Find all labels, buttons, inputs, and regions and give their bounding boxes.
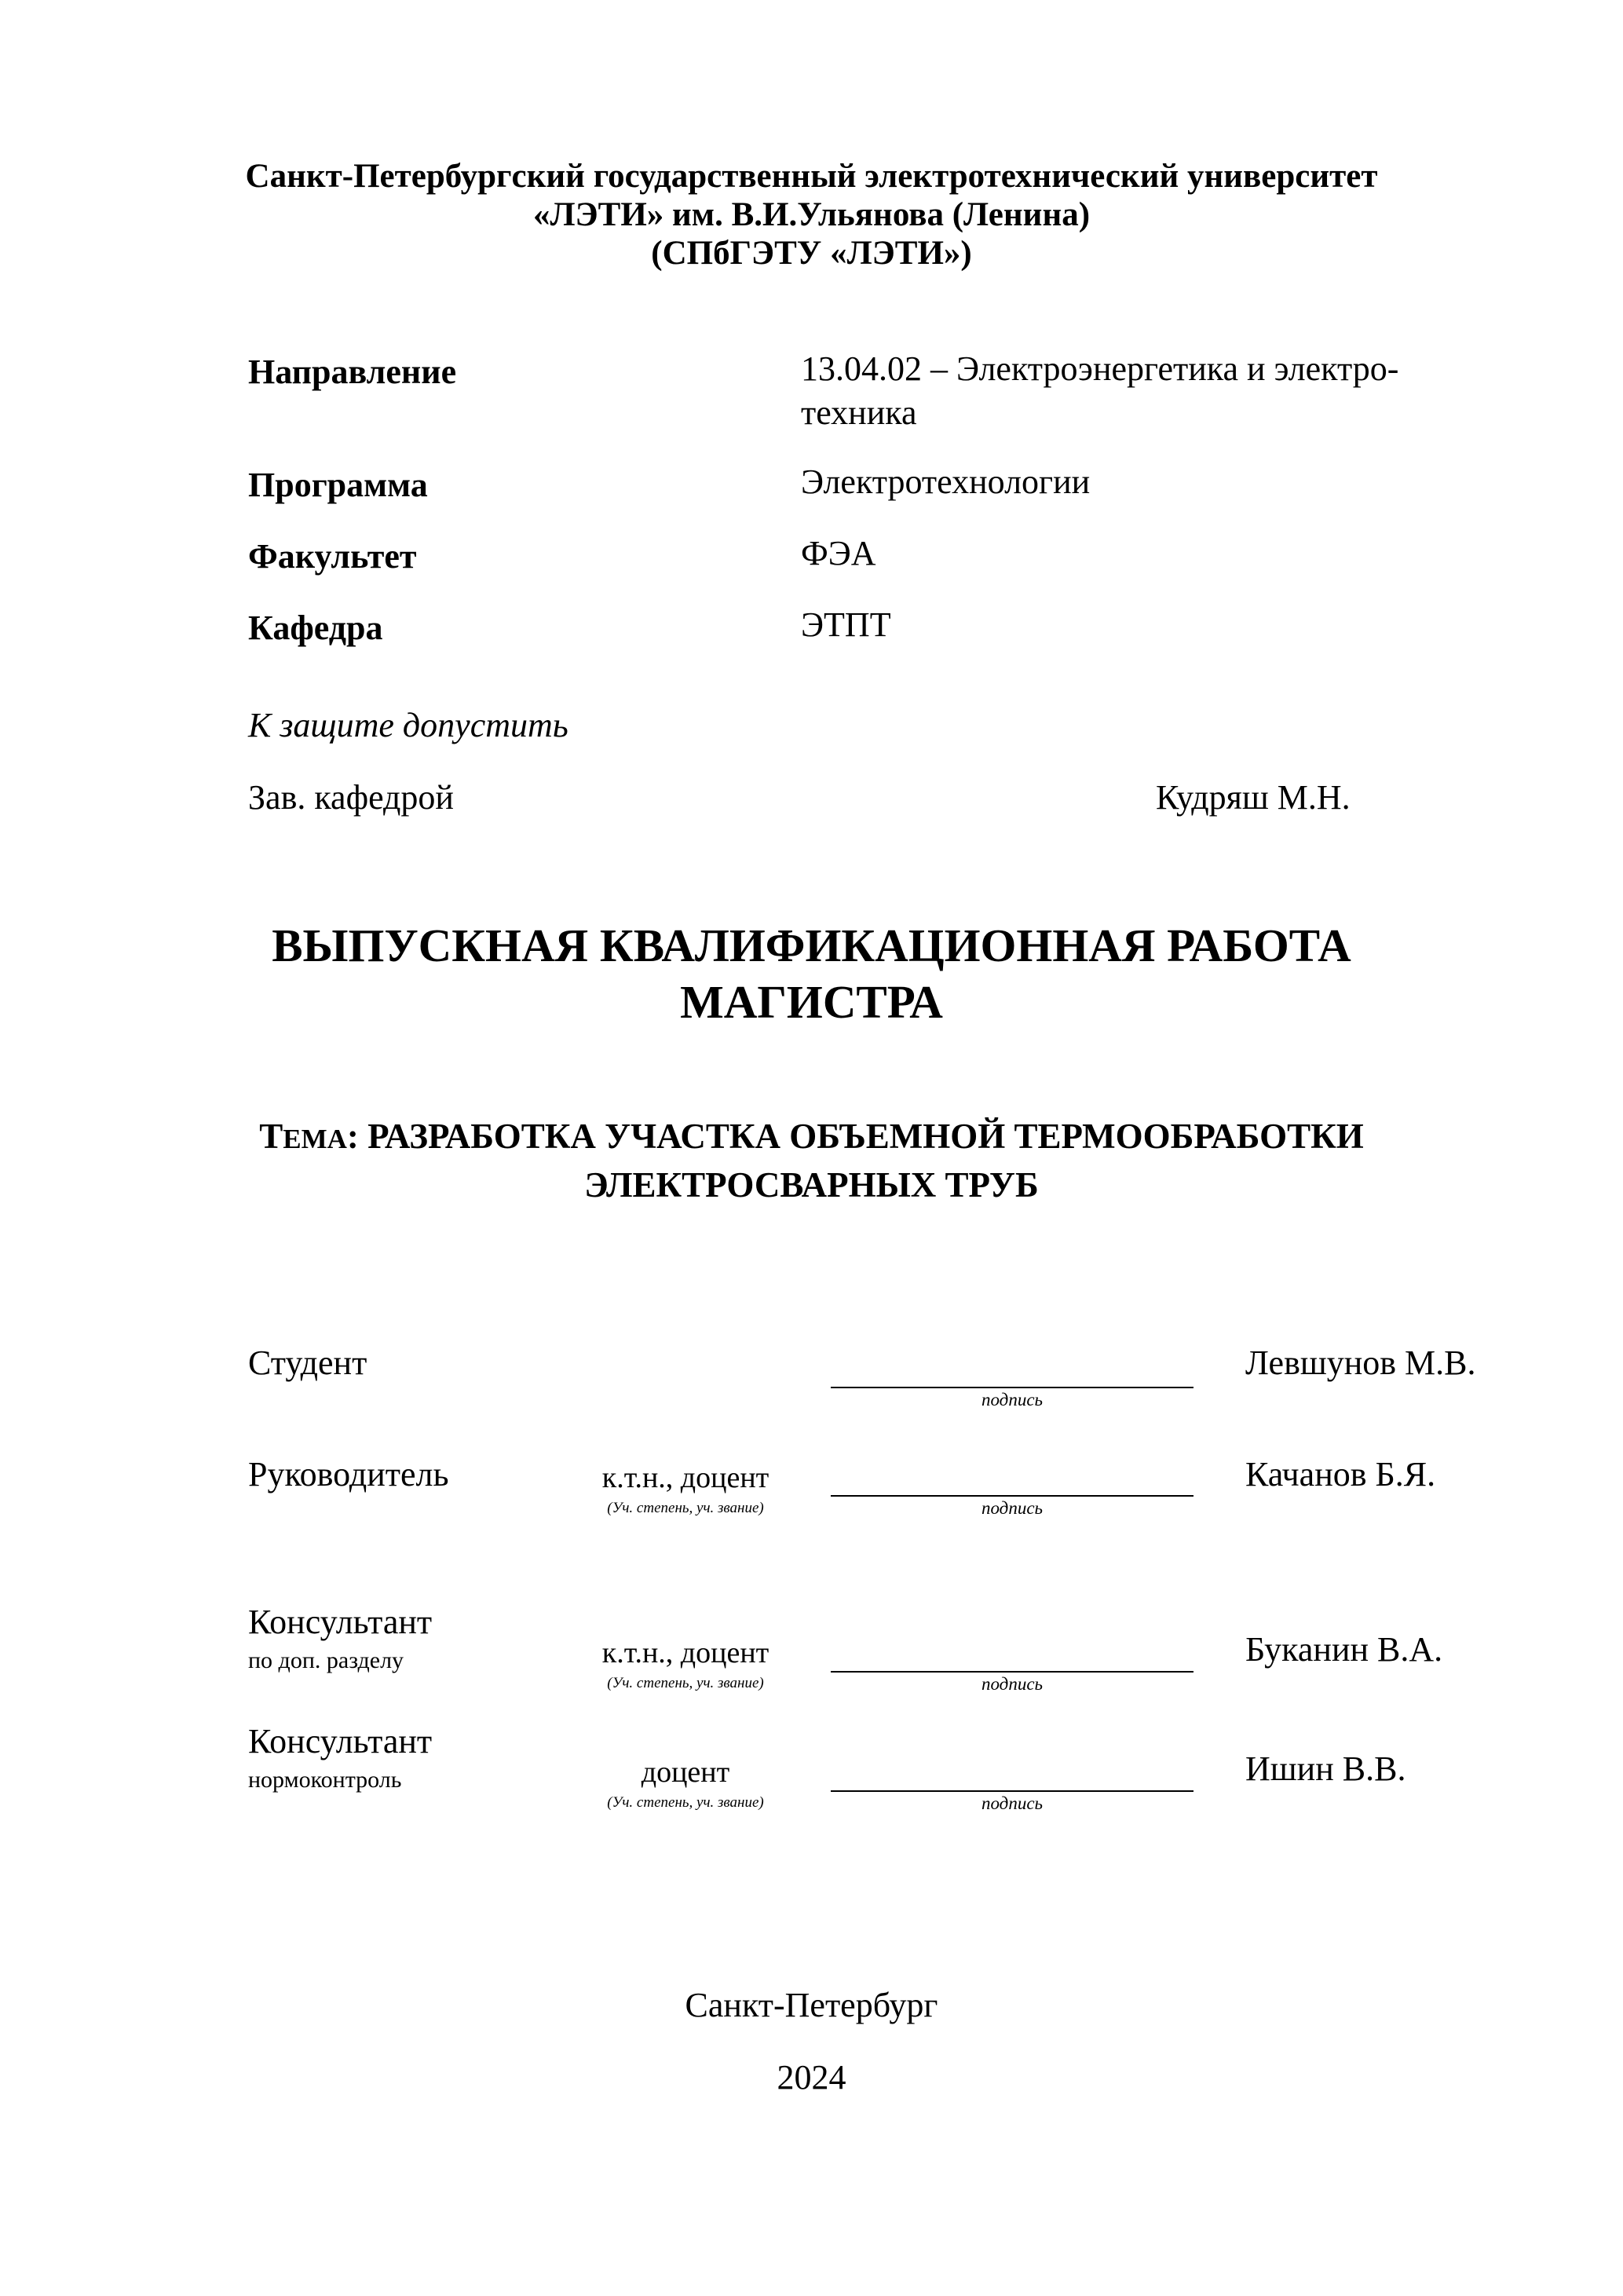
signature-line (831, 1495, 1193, 1497)
academic-degree-caption: (Уч. степень, уч. звание) (607, 1794, 764, 1811)
role-sublabel: по доп. разделу (248, 1647, 404, 1673)
academic-degree: к.т.н., доцент (601, 1461, 769, 1494)
topic-text-line1: РАЗРАБОТКА УЧАСТКА ОБЪЕМНОЙ ТЕРМООБРАБОТКИ (367, 1117, 1364, 1156)
department-label: Кафедра (248, 609, 383, 647)
direction-label: Направление (248, 353, 457, 391)
work-title (0, 917, 1623, 1030)
faculty-value: ФЭА (801, 534, 876, 572)
head-of-department-label: Зав. кафедрой (248, 778, 454, 817)
signature-line (831, 1790, 1193, 1792)
university-named-after: «ЛЭТИ» им. В.И.Ульянова (Ленина) (532, 196, 1091, 233)
university-abbreviation: (СПбГЭТУ «ЛЭТИ») (651, 235, 972, 272)
direction-value-line2: техника (801, 393, 917, 432)
signature-caption: подпись (981, 1390, 1043, 1409)
signature-line (831, 1387, 1193, 1388)
person-name: Левшунов М.В. (1245, 1344, 1476, 1382)
role-label: Консультант (248, 1603, 433, 1641)
academic-degree: доцент (641, 1756, 730, 1789)
head-of-department-name: Кудряш М.Н. (1156, 778, 1351, 817)
signature-caption: подпись (981, 1498, 1043, 1518)
footer-year: 2024 (777, 2058, 846, 2097)
footer-city: Санкт-Петербург (685, 1986, 938, 2024)
work-title-line1: ВЫПУСКНАЯ КВАЛИФИКАЦИОННАЯ РАБОТА (272, 919, 1351, 971)
signature-line (831, 1671, 1193, 1673)
role-sublabel: нормоконтроль (248, 1767, 402, 1793)
person-name: Ишин В.В. (1245, 1749, 1406, 1788)
person-name: Буканин В.А. (1245, 1630, 1443, 1669)
topic-label: ТЕМА: (259, 1117, 359, 1156)
admission-note: К защите допустить (248, 706, 568, 744)
academic-degree: к.т.н., доцент (601, 1636, 769, 1669)
role-label: Студент (248, 1344, 367, 1382)
role-label: Консультант (248, 1722, 433, 1760)
faculty-label: Факультет (248, 537, 417, 576)
program-value: Электротехнологии (801, 462, 1091, 501)
role-label: Руководитель (248, 1455, 449, 1493)
university-header (0, 157, 1623, 272)
topic-text-line2: ЭЛЕКТРОСВАРНЫХ ТРУБ (584, 1165, 1039, 1205)
person-name: Качанов Б.Я. (1245, 1455, 1436, 1493)
work-title-line2: МАГИСТРА (680, 976, 943, 1028)
program-label: Программа (248, 466, 428, 504)
academic-degree-caption: (Уч. степень, уч. звание) (607, 1500, 764, 1516)
academic-degree-caption: (Уч. степень, уч. звание) (607, 1675, 764, 1691)
direction-value (801, 347, 1398, 435)
department-value: ЭТПТ (801, 605, 891, 644)
university-name: Санкт-Петербургский государственный электротехнический университет (245, 158, 1378, 195)
work-topic (0, 1113, 1623, 1208)
signature-caption: подпись (981, 1793, 1043, 1813)
direction-value-line1: 13.04.02 – Электроэнергетика и электро- (801, 349, 1399, 388)
signature-caption: подпись (981, 1674, 1043, 1694)
work-topic-line1 (0, 1113, 1623, 1162)
